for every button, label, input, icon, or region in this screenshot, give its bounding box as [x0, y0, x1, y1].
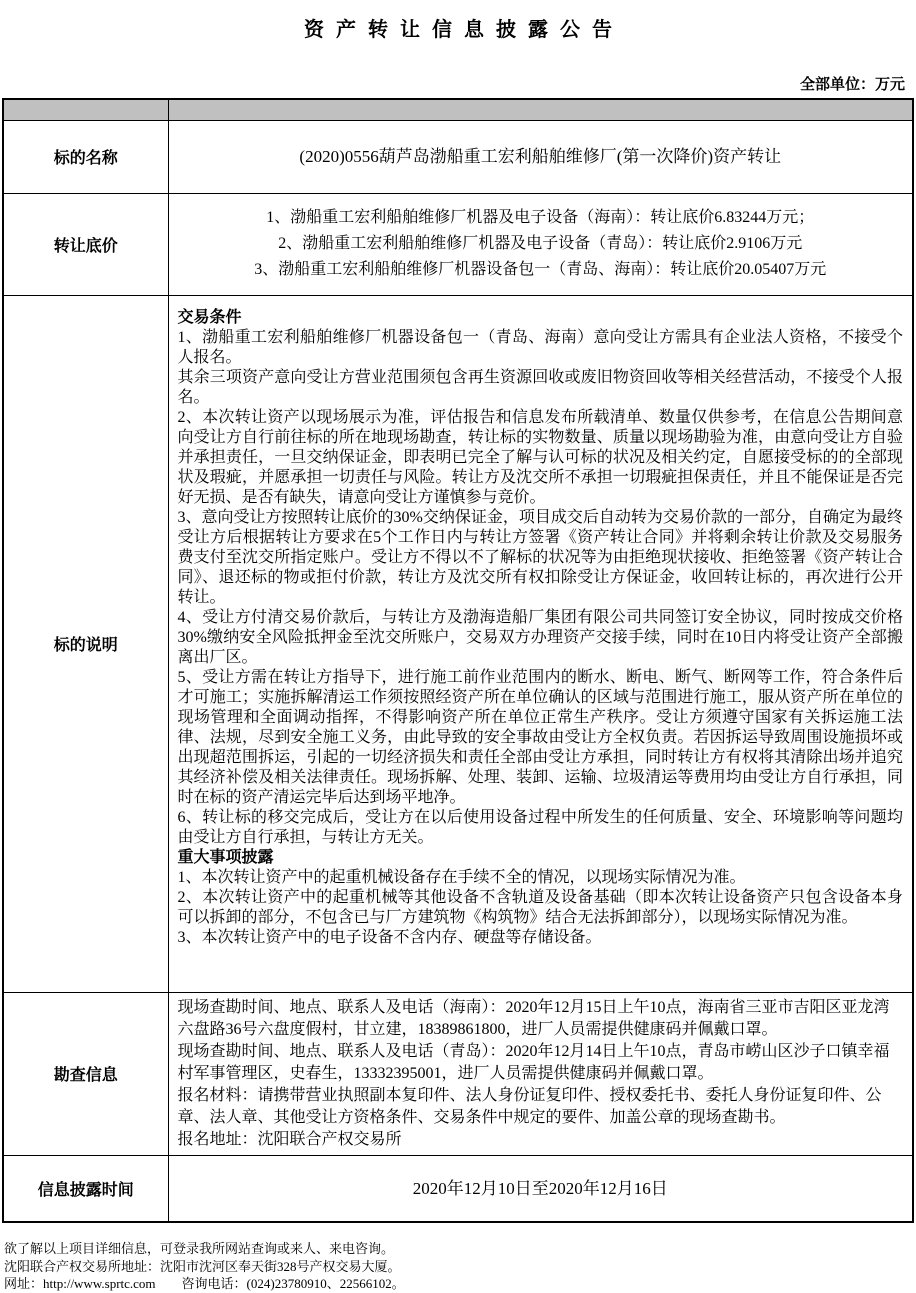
paragraph: 1、渤船重工宏利船舶维修厂机器及电子设备（海南）：转让底价6.83244万元； [266, 209, 815, 226]
row-label: 勘查信息 [3, 992, 168, 1155]
footer-line: 沈阳联合产权交易所地址：沈阳市沈河区奉天街328号产权交易大厦。 [4, 1258, 401, 1274]
paragraph: 报名地址：沈阳联合产权交易所 [177, 1130, 402, 1148]
row-content [168, 992, 913, 1155]
paragraph: 3、渤船重工宏利船舶维修厂机器设备包一（青岛、海南）：转让底价20.05407万元 [254, 261, 827, 278]
row-label: 信息披露时间 [3, 1155, 168, 1222]
paragraph: 1、渤船重工宏利船舶维修厂机器设备包一（青岛、海南）意向受让方需具有企业法人资格，不接受个人报名。 [177, 328, 903, 366]
unit-note: 全部单位：万元 [799, 77, 905, 93]
header-cell-label [3, 99, 168, 120]
paragraph: 5、受让方需在转让方指导下，进行施工前作业范围内的断水、断电、断气、断网等工作，符合条件后才可施工；实施拆解清运工作须按照经资产所在单位确认的区域与范围进行施工，服从资产所在单位的现场管理和全面调动指挥，不得影响资产所在单位正常生产秩序。受让方须遵守国家有关拆运施工法律、法规，尽到安全施工义务，由此导致的安全事故由受让方全权负责。若因拆运导致周围设施损坏或出现超范围拆运，引起的一切经济损失和责任全部由受让方承担，同时转让方有权将其清除出场并追究其经济补偿及相关法律责任。现场拆解、处理、装卸、运输、垃圾清运等费用均由受让方自行承担，同时在标的资产清运完毕后达到场平地净。 [177, 668, 903, 806]
paragraph: 2、本次转让资产中的起重机械等其他设备不含轨道及设备基础（即本次转让设备资产只包含设备本身可以拆卸的部分，不包含已与厂方建筑物《构筑物》结合无法拆卸部分），以现场实际情况为准。 [177, 888, 903, 926]
row-label: 标的说明 [3, 295, 168, 992]
row-content [168, 193, 913, 295]
header-cell-content [168, 99, 913, 120]
paragraph: 报名材料：请携带营业执照副本复印件、法人身份证复印件、授权委托书、委托人身份证复印件、公章、法人章、其他受让方资格条件、交易条件中规定的要件、加盖公章的现场查勘书。 [177, 1086, 882, 1126]
paragraph: 3、意向受让方按照转让底价的30%交纳保证金，项目成交后自动转为交易价款的一部分，自确定为最终受让方后根据转让方要求在5个工作日内与转让方签署《资产转让合同》并将剩余转让价款及交易服务费支付至沈交所指定账户。受让方不得以不了解标的状况等为由拒绝现状接收、拒绝签署《资产转让合同》、退还标的物或拒付价款，转让方及沈交所有权扣除受让方保证金，收回转让标的，再次进行公开转让。 [177, 508, 903, 606]
paragraph: 2、本次转让资产以现场展示为准，评估报告和信息发布所载清单、数量仅供参考，在信息公告期间意向受让方自行前往标的所在地现场勘查，转让标的实物数量、质量以现场勘验为准，由意向受让方自验并承担责任，一旦交纳保证金，即表明已完全了解与认可标的状况及相关约定，自愿接受标的的全部现状及瑕疵，并愿承担一切责任与风险。转让方及沈交所不承担一切瑕疵担保责任，并且不能保证是否完好无损、是否有缺失，请意向受让方谨慎参与竞价。 [177, 408, 903, 506]
paragraph: 现场查勘时间、地点、联系人及电话（海南）：2020年12月15日上午10点，海南省三亚市吉阳区亚龙湾六盘路36号六盘度假村，甘立建，18389861800，进厂人员需提供健康码并佩戴口罩。 [177, 998, 890, 1038]
row-content [168, 120, 913, 193]
row-label: 标的名称 [3, 120, 168, 193]
table-row [3, 193, 913, 295]
paragraph: 2020年12月10日至2020年12月16日 [412, 1178, 668, 1198]
footer [4, 1240, 916, 1293]
table-row [3, 992, 913, 1155]
row-label: 转让底价 [3, 193, 168, 295]
footer-line: 网址：http://www.sprtc.com 咨询电话：(024)23780910、22566102。 [4, 1276, 405, 1291]
table-header-row [3, 99, 913, 120]
paragraph: 2、渤船重工宏利船舶维修厂机器及电子设备（青岛）：转让底价2.9106万元 [278, 235, 803, 252]
row-content [168, 295, 913, 992]
paragraph: (2020)0556葫芦岛渤船重工宏利船舶维修厂(第一次降价)资产转让 [299, 147, 782, 166]
paragraph: 6、转让标的移交完成后，受让方在以后使用设备过程中所发生的任何质量、安全、环境影响等问题均由受让方自行承担，与转让方无关。 [177, 808, 903, 846]
table-body [3, 99, 913, 1222]
paragraph: 4、受让方付清交易价款后，与转让方及渤海造船厂集团有限公司共同签订安全协议，同时按成交价格30%缴纳安全风险抵押金至沈交所账户，交易双方办理资产交接手续，同时在10日内将受让资产全部搬离出厂区。 [177, 608, 903, 666]
table-row [3, 1155, 913, 1222]
paragraph: 1、本次转让资产中的起重机械设备存在手续不全的情况，以现场实际情况为准。 [177, 868, 746, 886]
page-title: 资产转让信息披露公告 [304, 19, 624, 41]
disclosure-table [2, 98, 914, 1223]
table-row [3, 295, 913, 992]
paragraph: 现场查勘时间、地点、联系人及电话（青岛）：2020年12月14日上午10点，青岛市崂山区沙子口镇幸福村军事管理区，史春生，13332395001，进厂人员需提供健康码并佩戴口罩。 [177, 1042, 890, 1082]
section-heading: 交易条件 [177, 308, 242, 326]
row-content [168, 1155, 913, 1222]
section-heading: 重大事项披露 [177, 848, 274, 866]
table-row [3, 120, 913, 193]
footer-line: 欲了解以上项目详细信息，可登录我所网站查询或来人、来电咨询。 [4, 1241, 395, 1256]
paragraph: 其余三项资产意向受让方营业范围须包含再生资源回收或废旧物资回收等相关经营活动，不接受个人报名。 [177, 368, 903, 406]
paragraph: 3、本次转让资产中的电子设备不含内存、硬盘等存储设备。 [177, 928, 602, 946]
